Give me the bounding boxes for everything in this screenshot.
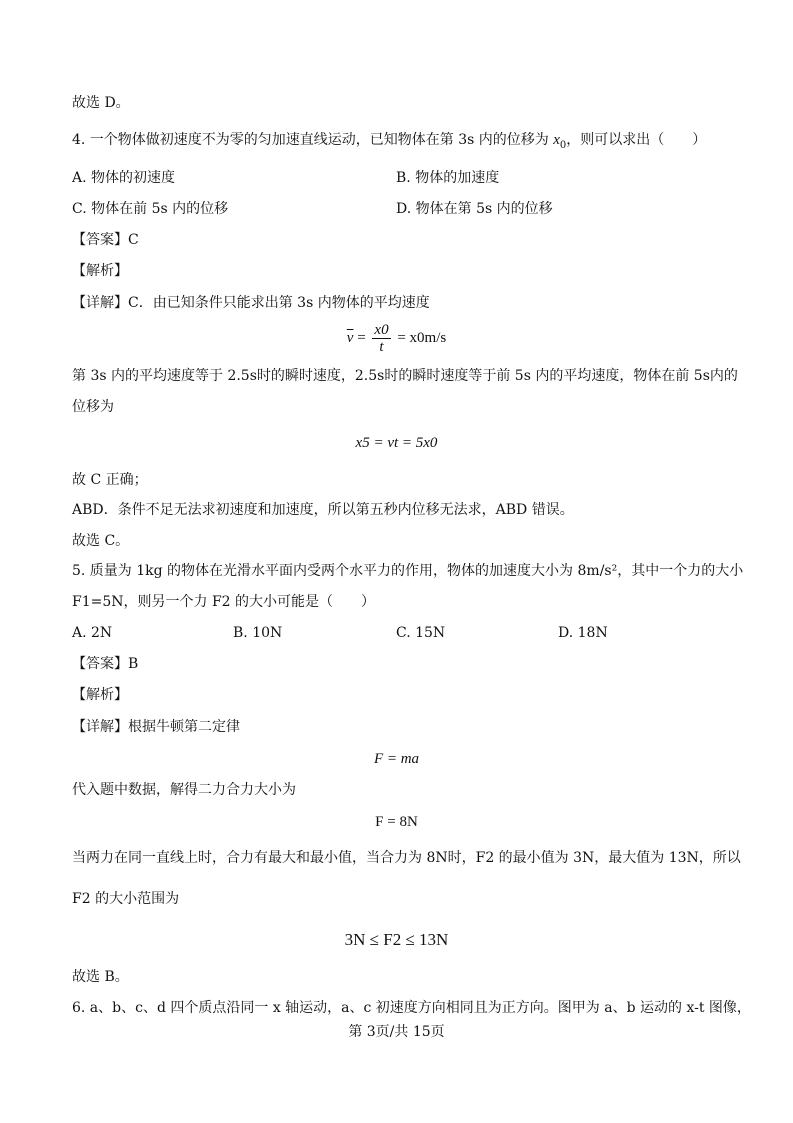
q5-detail: 【详解】根据牛顿第二定律 bbox=[72, 719, 240, 735]
q4-c-correct: 故 C 正确； bbox=[72, 472, 148, 488]
q4-answer: 【答案】C bbox=[72, 232, 139, 248]
q4-detail: 【详解】C．由已知条件只能求出第 3s 内物体的平均速度 bbox=[72, 295, 430, 311]
q4-option-a: A. 物体的初速度 bbox=[72, 170, 176, 186]
q4-stem-text-a: 4. 一个物体做初速度不为零的匀加速直线运动，已知物体在第 3s 内的位移为 bbox=[72, 132, 554, 148]
q4-option-b: B. 物体的加速度 bbox=[396, 170, 500, 186]
q5-option-b: B. 10N bbox=[233, 625, 283, 641]
q4-option-d: D. 物体在第 5s 内的位移 bbox=[396, 201, 553, 217]
q4-eq1-fraction bbox=[372, 322, 390, 355]
q4-equation-2: x5 = vt = 5x0 bbox=[355, 435, 438, 451]
q4-paragraph-line-1: 第 3s 内的平均速度等于 2.5s时的瞬时速度，2.5s时的瞬时速度等于前 5s 内的平均速度，物体在前 5s内的 bbox=[72, 368, 738, 384]
page-footer: 第 3页/共 15页 bbox=[348, 1024, 445, 1040]
q5-stem-line-2: F1=5N，则另一个力 F2 的大小可能是（ ） bbox=[72, 594, 376, 610]
q4-stem-var: x bbox=[553, 132, 560, 148]
q4-eq1-lhs: $\overline{v}$ bbox=[346, 329, 354, 346]
q4-option-c: C. 物体在前 5s 内的位移 bbox=[72, 201, 229, 217]
q5-equation-2: F = 8N bbox=[375, 814, 418, 830]
q5-option-d: D. 18N bbox=[558, 625, 608, 641]
q4-eq1-rhs: = x0m/s bbox=[397, 329, 447, 346]
q5-final-answer: 故选 B。 bbox=[72, 969, 129, 985]
q5-option-a: A. 2N bbox=[72, 625, 113, 641]
q5-substitution-text: 代入题中数据，解得二力合力大小为 bbox=[72, 782, 296, 798]
q5-option-c: C. 15N bbox=[396, 625, 446, 641]
q5-equation-3: 3N ≤ F2 ≤ 13N bbox=[344, 930, 449, 949]
q5-analysis-heading: 【解析】 bbox=[72, 687, 128, 703]
q4-stem-text-b: ，则可以求出（ ） bbox=[566, 132, 707, 148]
q4-analysis-heading: 【解析】 bbox=[72, 263, 128, 279]
q4-paragraph-line-2: 位移为 bbox=[72, 399, 114, 415]
q4-final-answer: 故选 C。 bbox=[72, 533, 130, 549]
q6-stem-line-1: 6. a、b、c、d 四个质点沿同一 x 轴运动，a、c 初速度方向相同且为正方向。图甲为 a、b 运动的 x-t 图像， bbox=[72, 1000, 751, 1016]
q5-stem-line-1: 5. 质量为 1kg 的物体在光滑水平面内受两个水平力的作用，物体的加速度大小为 8m/s²，其中一个力的大小 bbox=[72, 563, 744, 579]
q4-stem bbox=[72, 130, 706, 156]
q5-paragraph-line-1: 当两力在同一直线上时，合力有最大和最小值，当合力为 8N时，F2 的最小值为 3N，最大值为 13N，所以 bbox=[72, 850, 741, 866]
q5-answer: 【答案】B bbox=[72, 656, 139, 672]
q4-equation-1: $\overline{v}$ = $\frac{x0}{t}$ = x0m/s bbox=[346, 322, 447, 355]
q4-stem-sub: 0 bbox=[559, 139, 567, 151]
q4-eq1-denominator: t bbox=[379, 339, 384, 355]
prev-answer-choice: 故选 D。 bbox=[72, 95, 130, 111]
q5-equation-1: F = ma bbox=[373, 751, 420, 767]
q4-eq1-numerator: x0 bbox=[374, 322, 389, 338]
q4-abd-analysis: ABD．条件不足无法求初速度和加速度，所以第五秒内位移无法求，ABD 错误。 bbox=[72, 502, 574, 518]
q5-paragraph-line-2: F2 的大小范围为 bbox=[72, 891, 180, 907]
